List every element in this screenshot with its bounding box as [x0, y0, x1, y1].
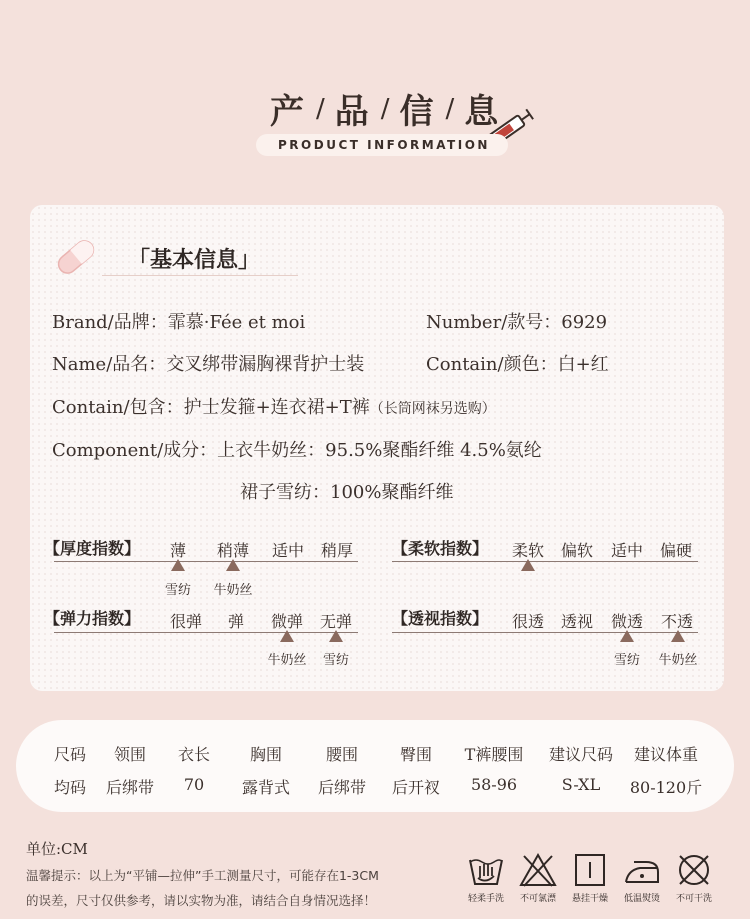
- component-text: Component/成分：上衣牛奶丝：95.5%聚酯纤维 4.5%氨纶: [52, 440, 542, 461]
- marker-label: 牛奶丝: [213, 583, 253, 598]
- capsule-icon: [52, 233, 100, 281]
- marker-label: 雪纺: [164, 583, 191, 598]
- elasticity-option: 很弹: [169, 612, 202, 631]
- title-char: 品: [334, 92, 371, 132]
- info-card: [30, 205, 724, 691]
- size-value-cell: S-XL: [561, 775, 601, 794]
- title-char: 产: [270, 92, 306, 132]
- softness-option: 偏硬: [659, 541, 692, 560]
- marker-label: 雪纺: [322, 653, 349, 668]
- care-low-iron: [616, 852, 668, 904]
- elasticity-marker: [329, 630, 343, 642]
- elasticity-marker: [280, 630, 294, 642]
- name-text: Name/品名：交叉绑带漏胸裸背护士装: [52, 354, 365, 375]
- divider: [102, 275, 298, 276]
- elasticity-option: 微弹: [270, 612, 303, 631]
- thickness-option: 适中: [271, 541, 304, 560]
- marker-label: 牛奶丝: [267, 653, 307, 668]
- care-no-bleach: [512, 852, 564, 904]
- care-label: 不可干洗: [675, 894, 712, 904]
- size-header-cell: 衣长: [177, 745, 210, 764]
- softness-option: 适中: [610, 541, 643, 560]
- hand-wash-icon: [466, 852, 506, 888]
- size-value-cell: 均码: [53, 778, 86, 797]
- size-header-cell: 建议尺码: [548, 745, 613, 764]
- size-header-cell: 领围: [113, 745, 146, 764]
- thickness-marker: [171, 559, 185, 571]
- page-header: [0, 0, 750, 200]
- softness-option: 偏软: [560, 541, 593, 560]
- care-label: 悬挂干燥: [571, 894, 608, 904]
- title-char: 息: [464, 92, 501, 132]
- no-bleach-icon: [518, 852, 558, 888]
- size-value-cell: 露背式: [241, 778, 290, 797]
- care-hang-dry: [564, 852, 616, 904]
- care-label: 不可氯漂: [519, 894, 556, 904]
- thickness-marker: [226, 559, 240, 571]
- transparency-marker: [671, 630, 685, 642]
- thickness-option: 稍薄: [216, 541, 249, 560]
- page-title: 产 / 品 / 信 / 息: [270, 84, 500, 133]
- size-header-cell: T裤腰围: [464, 745, 524, 764]
- softness-option: 柔软: [511, 541, 544, 560]
- size-header-cell: 建议体重: [633, 745, 698, 764]
- marker-label: 雪纺: [613, 653, 640, 668]
- transparency-option: 微透: [610, 612, 643, 631]
- elasticity-label: 【弹力指数】: [44, 609, 141, 628]
- care-label: 低温熨烫: [623, 894, 660, 904]
- number-text: Number/款号：6929: [426, 312, 608, 333]
- size-value-cell: 后开衩: [391, 778, 440, 797]
- transparency-label: 【透视指数】: [392, 609, 489, 628]
- thickness-option: 稍厚: [320, 541, 353, 560]
- tip-line-2: 的误差，尺寸仅供参考，请以实物为准，请结合自身情况选择！: [26, 893, 377, 908]
- elasticity-option: 无弹: [319, 612, 352, 631]
- transparency-option: 透视: [560, 612, 593, 631]
- softness-marker: [521, 559, 535, 571]
- marker-label: 牛奶丝: [658, 653, 698, 668]
- transparency-line: [392, 632, 698, 633]
- thickness-option: 薄: [169, 541, 186, 560]
- size-value-cell: 58-96: [470, 775, 518, 794]
- care-hand-wash: [460, 852, 512, 904]
- contain-main: Contain/包含：护士发箍+连衣裙+T裤: [52, 397, 370, 418]
- care-no-dry-clean: [668, 852, 720, 904]
- size-value-cell: 后绑带: [317, 778, 366, 797]
- subtitle: PRODUCT INFORMATION: [256, 134, 508, 156]
- brand-text: Brand/品牌：霏慕·Fée et moi: [52, 312, 306, 333]
- hang-dry-icon: [570, 852, 610, 888]
- thickness-line: [54, 561, 358, 562]
- elasticity-line: [54, 632, 358, 633]
- section-title: 「基本信息」: [128, 248, 261, 273]
- softness-line: [392, 561, 698, 562]
- no-dry-clean-icon: [674, 852, 714, 888]
- transparency-option: 不透: [660, 612, 693, 631]
- size-header-cell: 臀围: [399, 745, 432, 764]
- component-text-2: 裙子雪纺：100%聚酯纤维: [240, 482, 454, 503]
- transparency-marker: [620, 630, 634, 642]
- care-label: 轻柔手洗: [467, 894, 504, 904]
- size-value-cell: 70: [183, 775, 205, 794]
- size-value-cell: 后绑带: [105, 778, 154, 797]
- size-header-cell: 尺码: [53, 745, 86, 764]
- thickness-label: 【厚度指数】: [44, 539, 141, 558]
- contain-note: （长筒网袜另选购）: [369, 401, 496, 417]
- size-header-cell: 腰围: [325, 745, 358, 764]
- contain-text: [52, 393, 496, 419]
- low-iron-icon: [622, 852, 662, 888]
- elasticity-option: 弹: [227, 612, 244, 631]
- size-table: [16, 720, 734, 812]
- size-value-cell: 80-120斤: [629, 778, 703, 797]
- tip-line-1: 温馨提示：以上为“平铺—拉伸”手工测量尺寸，可能存在1-3CM: [26, 868, 379, 883]
- softness-label: 【柔软指数】: [392, 539, 489, 558]
- transparency-option: 很透: [511, 612, 544, 631]
- size-header-cell: 胸围: [249, 745, 282, 764]
- title-char: 信: [399, 92, 436, 132]
- unit-text: 单位:CM: [26, 840, 88, 858]
- color-text: Contain/颜色：白+红: [426, 354, 609, 375]
